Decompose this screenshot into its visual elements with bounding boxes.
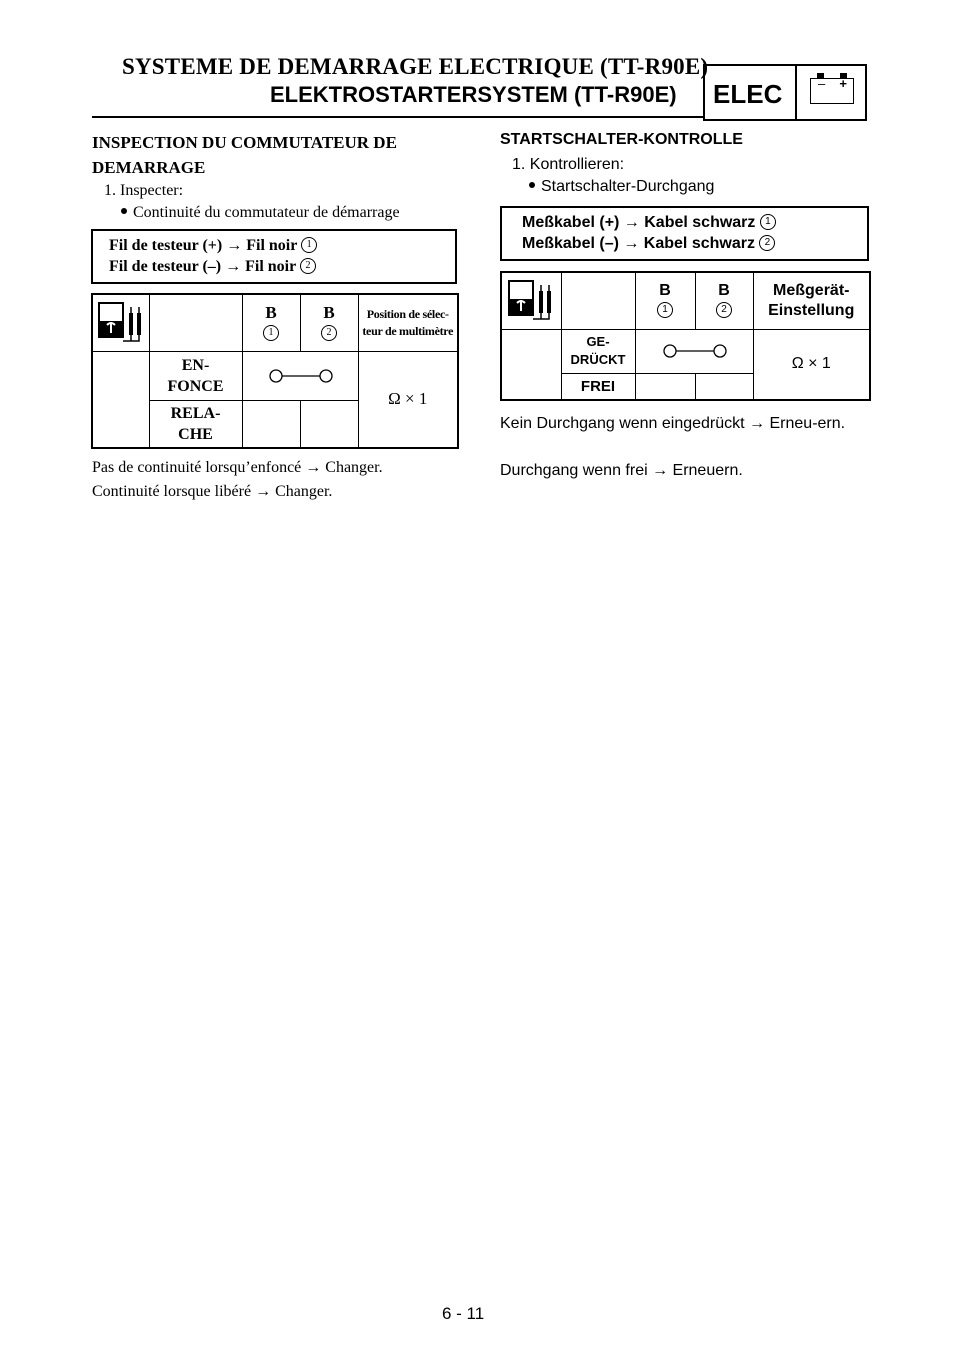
de-empty-cell-2 — [695, 373, 753, 400]
fr-step-1: 1. Inspecter: — [104, 182, 184, 199]
de-tester-line-2-text: Meßkabel (–) → Kabel schwarz — [522, 235, 755, 252]
fr-tester-box — [91, 229, 457, 284]
marker-2: 2 — [321, 325, 337, 341]
fr-col-header-1 — [242, 294, 300, 351]
de-connection-cell — [635, 329, 753, 373]
de-note-1: Kein Durchgang wenn eingedrückt → Erneu-ern. — [500, 415, 846, 432]
marker-2: 2 — [716, 302, 732, 318]
de-row-label-2: FREI — [561, 373, 635, 400]
marker-1: 1 — [263, 325, 279, 341]
fr-header-blank — [149, 294, 242, 351]
marker-1: 1 — [657, 302, 673, 318]
bullet-icon — [121, 208, 127, 214]
de-setting-cell: Ω × 1 — [753, 329, 870, 400]
fr-connection-cell — [242, 351, 358, 400]
fr-col-header-2-label: B — [323, 302, 335, 322]
header-title-fr: SYSTEME DE DEMARRAGE ELECTRIQUE (TT-R90E) — [122, 54, 709, 79]
marker-1: 1 — [301, 237, 317, 253]
de-col-header-2 — [695, 272, 753, 329]
fr-tester-line-2 — [109, 258, 316, 276]
multimeter-icon — [507, 279, 555, 323]
multimeter-icon-cell — [501, 272, 561, 329]
de-empty-cell-1 — [635, 373, 695, 400]
fr-col-header-2 — [300, 294, 358, 351]
fr-tester-line-1 — [109, 237, 317, 255]
marker-2: 2 — [759, 235, 775, 251]
de-header-blank — [561, 272, 635, 329]
bullet-icon — [529, 182, 535, 188]
fr-note-1: Pas de continuité lorsqu’enfoncé → Changer. — [92, 459, 383, 476]
de-bullet-text: Startschalter-Durchgang — [541, 178, 715, 195]
marker-2: 2 — [300, 258, 316, 274]
de-row-label-1: GE-DRÜCKT — [561, 329, 635, 373]
de-col-header-1-label: B — [659, 281, 671, 299]
header-rule — [92, 116, 704, 118]
fr-col-header-3: Position de sélec-teur de multimètre — [358, 294, 458, 351]
de-col-header-1 — [635, 272, 695, 329]
fr-bullet-text: Continuité du commutateur de démarrage — [133, 204, 400, 221]
de-note-2: Durchgang wenn frei → Erneuern. — [500, 462, 743, 479]
fr-continuity-table — [91, 293, 459, 449]
fr-bullet — [121, 204, 400, 222]
header-title-de: ELEKTROSTARTERSYSTEM (TT-R90E) — [270, 82, 677, 107]
fr-col-header-1-label: B — [265, 302, 277, 322]
de-bullet — [529, 178, 714, 196]
de-step-1: 1. Kontrollieren: — [512, 156, 625, 173]
fr-tester-line-2-text: Fil de testeur (–) → Fil noir — [109, 258, 296, 275]
badge-divider — [795, 66, 797, 119]
fr-empty-cell-2 — [300, 400, 358, 448]
fr-empty-cell-1 — [242, 400, 300, 448]
de-continuity-table — [500, 271, 871, 401]
fr-row-label-2: RELA-CHE — [149, 400, 242, 448]
section-badge — [703, 64, 867, 121]
fr-note-2: Continuité lorsque libéré → Changer. — [92, 483, 333, 500]
battery-icon — [810, 78, 854, 104]
de-icon-spacer — [501, 329, 561, 400]
continuity-connector-icon — [649, 341, 739, 361]
fr-row-label-1: EN-FONCE — [149, 351, 242, 400]
de-tester-line-2 — [522, 235, 775, 253]
fr-section-heading: INSPECTION DU COMMUTATEUR DE DEMARRAGE — [92, 133, 397, 177]
continuity-connector-icon — [255, 366, 345, 386]
multimeter-icon-cell — [92, 294, 149, 351]
page-number: 6 - 11 — [442, 1304, 485, 1323]
fr-setting-cell: Ω × 1 — [358, 351, 458, 448]
multimeter-icon — [97, 301, 145, 345]
battery-plus: + — [839, 76, 847, 91]
marker-1: 1 — [760, 214, 776, 230]
de-tester-box — [500, 206, 869, 261]
battery-minus: – — [818, 76, 826, 91]
de-col-header-2-label: B — [718, 281, 730, 299]
section-badge-label: ELEC — [713, 79, 783, 109]
de-col-header-3: Meßgerät-Einstellung — [753, 272, 870, 329]
fr-tester-line-1-text: Fil de testeur (+) → Fil noir — [109, 237, 298, 254]
fr-icon-spacer — [92, 351, 149, 448]
de-tester-line-1-text: Meßkabel (+) → Kabel schwarz — [522, 214, 756, 231]
de-section-heading: STARTSCHALTER-KONTROLLE — [500, 131, 743, 148]
de-tester-line-1 — [522, 214, 776, 232]
